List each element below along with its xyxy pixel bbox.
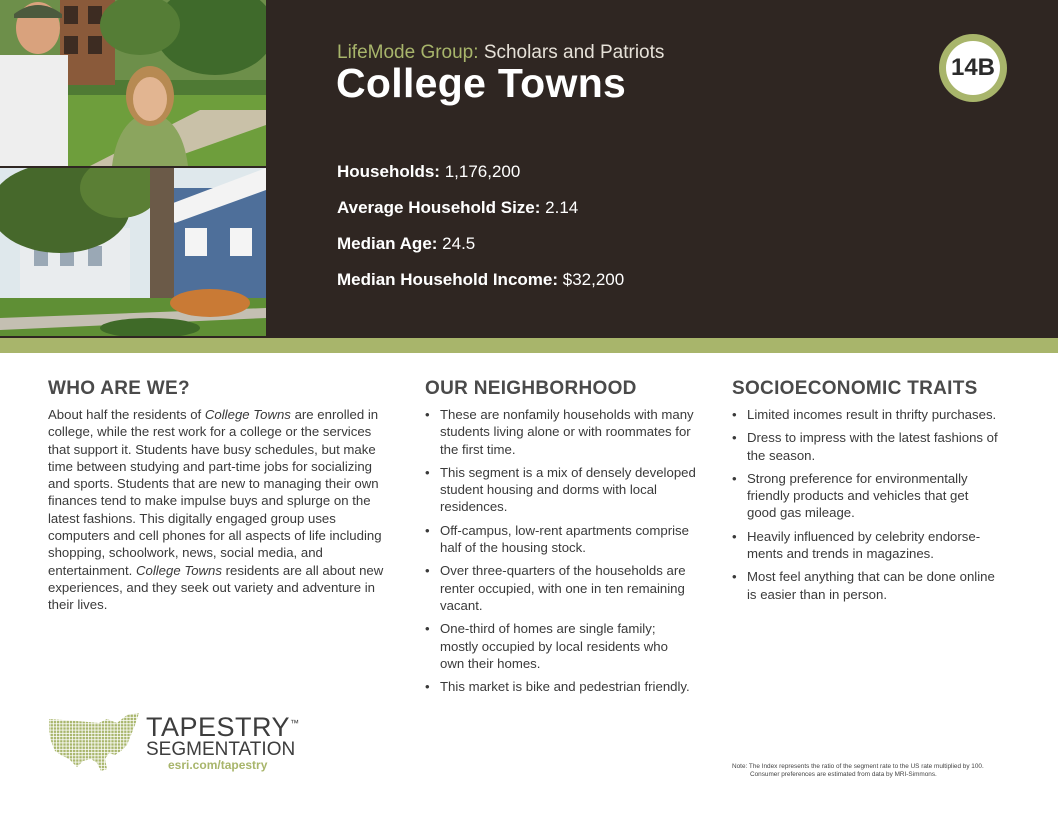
neighborhood-heading: OUR NEIGHBORHOOD [425, 378, 637, 399]
neighborhood-list [425, 406, 715, 701]
segmentation-wordmark: SEGMENTATION [146, 739, 296, 760]
esri-url-link[interactable]: esri.com/tapestry [168, 758, 268, 772]
bullet-item [425, 562, 715, 614]
stat-median-age [337, 234, 475, 254]
text-line: and sports. Students that are new to managing their own [48, 476, 379, 492]
bullet-dot-icon: • [425, 522, 430, 538]
text-line: that support it. Students have busy schedules, but make [48, 441, 376, 457]
bullet-line: students living alone or with roommates for [440, 424, 691, 440]
bullet-line: vacant. [440, 597, 483, 613]
bullet-line: One-third of homes are single family; [440, 621, 656, 637]
bullet-line: Off-campus, low-rent apartments comprise [440, 522, 689, 538]
bullet-line: These are nonfamily households with many [440, 407, 694, 422]
socioeconomic-heading: SOCIOECONOMIC TRAITS [732, 378, 978, 399]
couple-photo [0, 0, 266, 166]
text-line: time between studying and part-time jobs for socializing [48, 458, 372, 474]
bullet-dot-icon: • [732, 528, 737, 544]
segment-title: College Towns [336, 60, 627, 106]
bullet-item [425, 464, 715, 516]
bullet-line: friendly products and vehicles that get [747, 488, 969, 504]
bullet-line: the season. [747, 447, 816, 463]
stat-value: $32,200 [562, 270, 625, 289]
text-line: entertainment. College Towns residents are all about new [48, 562, 384, 578]
bullet-item [732, 528, 1022, 563]
stat-label: Average Household Size: [337, 198, 541, 217]
text-line: their lives. [48, 597, 108, 613]
bullet-line: own their homes. [440, 655, 541, 671]
bullet-line: student housing and dorms with local [440, 482, 657, 498]
bullet-line: Heavily influenced by celebrity endorse- [747, 528, 981, 544]
bullet-line: good gas mileage. [747, 505, 855, 521]
text-line: shopping, schoolwork, news, social media, and [48, 545, 323, 561]
stat-household-size [337, 198, 578, 218]
bullet-dot-icon: • [425, 563, 430, 579]
bullet-line: This market is bike and pedestrian friendly. [440, 679, 690, 695]
bullet-line: is easier than in person. [747, 586, 888, 602]
bullet-line: residences. [440, 499, 508, 515]
bullet-dot-icon: • [732, 430, 737, 446]
bullet-item [732, 470, 1022, 522]
bullet-line: half of the housing stock. [440, 540, 586, 556]
bullet-item [425, 620, 715, 672]
stat-value: 2.14 [545, 198, 579, 217]
text-line: experiences, and they seek out variety and adventure in [48, 579, 375, 595]
bullet-line: mostly occupied by local residents who [440, 638, 668, 654]
bullet-dot-icon: • [425, 407, 430, 422]
bullet-item [732, 406, 1022, 423]
index-footnote [732, 763, 1012, 779]
us-map-dots-icon [47, 711, 141, 775]
text-line: college, while the rest work for a college or the services [48, 424, 372, 440]
stat-label: Households: [337, 162, 440, 181]
bullet-item [425, 406, 715, 458]
bullet-line: ments and trends in magazines. [747, 546, 934, 562]
stat-households [337, 162, 520, 182]
bullet-line: This segment is a mix of densely developed [440, 464, 696, 480]
bullet-dot-icon: • [732, 470, 737, 486]
who-are-we-text [48, 406, 398, 614]
bullet-line: Over three-quarters of the households are [440, 563, 686, 579]
bullet-line: Limited incomes result in thrifty purchases. [747, 407, 997, 422]
bullet-item [425, 678, 715, 695]
segment-code: 14B [946, 41, 1000, 95]
stat-median-income [337, 270, 624, 290]
footnote-line: Consumer preferences are estimated from data by MRI-Simmons. [750, 771, 937, 778]
text-line: About half the residents of College Towns are enrolled in [48, 407, 379, 422]
stat-label: Median Age: [337, 234, 438, 253]
bullet-dot-icon: • [425, 464, 430, 480]
trademark-mark: ™ [290, 718, 300, 728]
stat-label: Median Household Income: [337, 270, 559, 289]
bullet-line: Dress to impress with the latest fashions of [747, 430, 998, 446]
text-line: computers and cell phones for all aspects of life including [48, 528, 382, 544]
bullet-item [425, 522, 715, 557]
footnote-line: Note: The Index represents the ratio of the segment rate to the US rate multiplied by 100. [732, 763, 984, 770]
stat-value: 24.5 [442, 234, 476, 253]
bullet-line: the first time. [440, 441, 516, 457]
bullet-dot-icon: • [732, 569, 737, 585]
house-photo [0, 168, 266, 336]
segment-header [0, 0, 1058, 338]
bullet-line: Strong preference for environmentally [747, 470, 968, 486]
bullet-dot-icon: • [425, 679, 430, 695]
bullet-item [732, 429, 1022, 464]
tapestry-word: TAPESTRY [146, 712, 291, 742]
lifemode-group-name: Scholars and Patriots [483, 42, 665, 63]
green-divider-band [0, 338, 1058, 353]
bullet-dot-icon: • [732, 407, 737, 422]
stat-value: 1,176,200 [444, 162, 521, 181]
lifemode-prefix: LifeMode Group: [337, 42, 479, 63]
bullet-line: renter occupied, with one in ten remaining [440, 580, 685, 596]
text-line: latest fashions. This digitally engaged group uses [48, 510, 336, 526]
bullet-dot-icon: • [425, 621, 430, 637]
segment-code-badge [939, 34, 1007, 102]
bullet-item [732, 568, 1022, 603]
socioeconomic-list [732, 406, 1022, 609]
text-line: finances tend to make impulse buys and splurge on the [48, 493, 371, 509]
who-are-we-heading: WHO ARE WE? [48, 378, 190, 399]
bullet-line: Most feel anything that can be done online [747, 569, 995, 585]
